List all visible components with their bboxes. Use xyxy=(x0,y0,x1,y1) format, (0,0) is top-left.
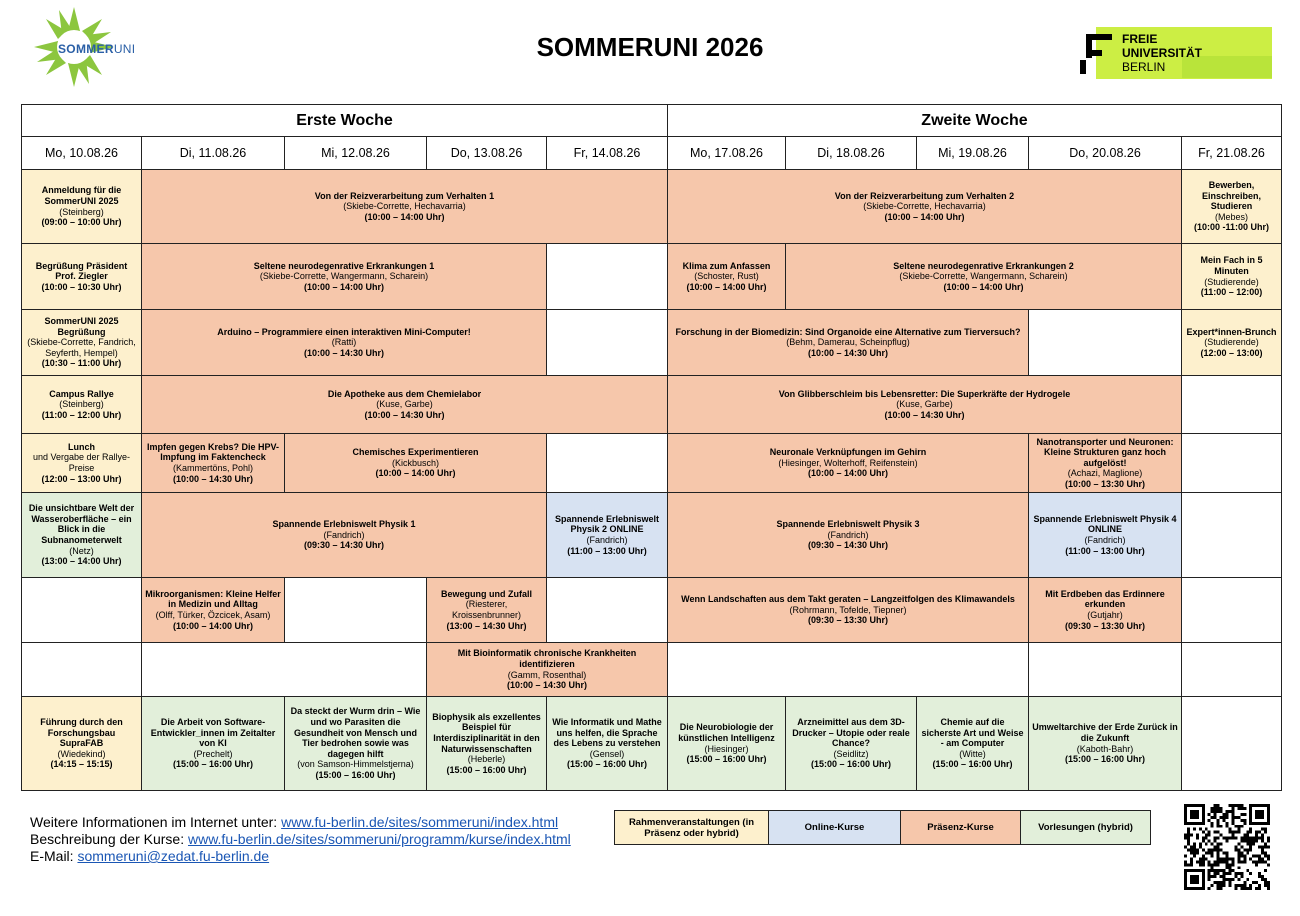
email-link[interactable]: sommeruni@zedat.fu-berlin.de xyxy=(77,848,270,864)
event-time: (12:00 – 13:00 Uhr) xyxy=(41,473,122,484)
event-info: (Skiebe-Corrette, Fandrich, Seyferth, Hempel) xyxy=(27,337,136,358)
day-header: Do, 13.08.26 xyxy=(426,136,547,170)
event-time: (10:00 – 14:30 Uhr) xyxy=(884,409,965,420)
event-cell xyxy=(1181,169,1282,244)
event-info: (Skiebe-Corrette, Wangermann, Scharein) xyxy=(259,271,429,282)
day-header: Fr, 21.08.26 xyxy=(1181,136,1282,170)
event-info: (Fandrich) xyxy=(323,529,365,540)
event-info: (Seidlitz) xyxy=(833,748,869,759)
event-info: (Fandrich) xyxy=(1084,535,1126,545)
event-time: (10:00 – 14:30 Uhr) xyxy=(364,409,445,420)
day-header: Mi, 12.08.26 xyxy=(284,136,427,170)
event-title: Bewerben, Einschreiben, Studieren xyxy=(1201,180,1262,212)
event-cell xyxy=(21,492,142,578)
logo-wordmark: SOMMERUNI xyxy=(58,42,136,56)
legend-vorlesungen: Vorlesungen (hybrid) xyxy=(1020,810,1151,845)
empty-cell xyxy=(546,433,668,493)
event-time: (09:30 – 14:30 Uhr) xyxy=(303,540,385,551)
event-cell xyxy=(667,577,1029,643)
event-title: Spannende Erlebniswelt Physik 3 xyxy=(776,519,920,530)
empty-cell xyxy=(546,243,668,310)
info-line-website: Weitere Informationen im Internet unter: www.fu-berlin.de/sites/sommeruni/index.html xyxy=(30,814,559,830)
event-info: (Riesterer, Kroissenbrunner) xyxy=(451,599,522,620)
event-info: (Kuse, Garbe) xyxy=(896,399,953,410)
event-title: Biophysik als exzellentes Beispiel für Interdisziplinarität in den Naturwissenschaften xyxy=(432,711,541,754)
event-time: (10:00 – 14:30 Uhr) xyxy=(807,347,889,358)
event-cell xyxy=(667,169,1182,244)
empty-cell xyxy=(21,577,142,643)
event-cell xyxy=(785,696,917,791)
event-time: (10:30 – 11:00 Uhr) xyxy=(41,358,122,369)
event-info: und Vergabe der Rallye-Preise xyxy=(32,452,131,473)
event-title: Spannende Erlebniswelt Physik 2 ONLINE xyxy=(554,513,660,535)
event-cell xyxy=(1181,243,1282,310)
qr-code xyxy=(1184,804,1270,890)
event-cell xyxy=(426,577,547,643)
empty-cell xyxy=(1028,642,1182,697)
event-cell xyxy=(667,243,786,310)
event-cell xyxy=(141,433,285,493)
event-time: (13:00 – 14:30 Uhr) xyxy=(446,620,527,631)
event-time: (15:00 – 16:00 Uhr) xyxy=(1064,754,1146,765)
event-info: (Studierende) xyxy=(1204,276,1259,287)
event-title: Forschung in der Biomedizin: Sind Organoide eine Alternative zum Tierversuch? xyxy=(675,326,1021,337)
event-time: (10:00 – 14:00 Uhr) xyxy=(884,211,965,222)
event-info: (Kaboth-Bahr) xyxy=(1076,743,1134,754)
event-title: Die Arbeit von Software-Entwickler_innen im Zeitalter von KI xyxy=(150,717,276,749)
legend-online: Online-Kurse xyxy=(768,810,901,845)
event-title: Führung durch den Forschungsbau SupraFAB xyxy=(40,717,123,749)
event-info: (Achazi, Maglione) xyxy=(1067,468,1143,479)
event-time: (10:00 – 14:00 Uhr) xyxy=(807,468,889,479)
event-cell xyxy=(916,696,1029,791)
event-title: Seltene neurodegenrative Erkrankungen 1 xyxy=(253,260,435,271)
event-info: (Steinberg) xyxy=(59,206,104,217)
day-header: Fr, 14.08.26 xyxy=(546,136,668,170)
event-cell xyxy=(667,492,1029,578)
event-info: (Netz) xyxy=(69,545,94,556)
empty-cell xyxy=(1181,375,1282,434)
event-time: (13:00 – 14:00 Uhr) xyxy=(41,556,122,567)
event-cell xyxy=(284,696,427,791)
day-header: Mo, 17.08.26 xyxy=(667,136,786,170)
event-info: (Hiesinger, Wolterhoff, Reifenstein) xyxy=(778,457,918,468)
event-title: Die unsichtbare Welt der Wasseroberfläche – ein Blick in die Subnanometerwelt xyxy=(28,503,135,545)
event-cell xyxy=(141,375,668,434)
event-time: (10:00 – 14:00 Uhr) xyxy=(303,281,385,292)
event-info: (Prechelt) xyxy=(193,748,233,759)
event-cell xyxy=(1181,309,1282,376)
day-header: Mi, 19.08.26 xyxy=(916,136,1029,170)
logo-line-3: BERLIN xyxy=(1122,60,1166,74)
event-title: Arzneimittel aus dem 3D-Drucker – Utopie oder reale Chance? xyxy=(792,717,910,749)
event-time: (10:00 – 14:00 Uhr) xyxy=(943,281,1024,292)
legend-praesenz: Präsenz-Kurse xyxy=(900,810,1021,845)
event-cell xyxy=(1028,696,1182,791)
event-time: (09:00 – 10:00 Uhr) xyxy=(41,217,122,228)
event-info: (Gutjahr) xyxy=(1087,610,1123,620)
empty-cell xyxy=(284,577,427,643)
event-title: Mein Fach in 5 Minuten xyxy=(1200,255,1263,276)
event-cell xyxy=(426,642,668,697)
event-time: (14:15 – 15:15) xyxy=(50,759,113,770)
event-title: Die Apotheke aus dem Chemielabor xyxy=(327,388,482,399)
event-cell xyxy=(1028,577,1182,643)
event-info: (Skiebe-Corrette, Hechavarria) xyxy=(863,201,986,212)
event-time: (15:00 – 16:00 Uhr) xyxy=(810,759,892,770)
event-title: Bewegung und Zufall xyxy=(441,588,532,599)
event-time: (10:00 – 13:30 Uhr) xyxy=(1064,478,1146,489)
event-cell xyxy=(21,243,142,310)
fu-berlin-logo xyxy=(1080,26,1275,82)
event-time: (09:30 – 14:30 Uhr) xyxy=(807,540,889,551)
event-title: Wie Informatik und Mathe uns helfen, die Sprache des Lebens zu verstehen xyxy=(552,717,662,749)
empty-cell xyxy=(1181,642,1282,697)
event-info: (Kickbusch) xyxy=(391,457,439,468)
event-info: (Heberle) xyxy=(467,754,506,765)
empty-cell xyxy=(1181,696,1282,791)
event-time: (11:00 – 13:00 Uhr) xyxy=(1065,545,1145,556)
event-title: Anmeldung für die SommerUNI 2025 xyxy=(41,185,122,206)
event-info: (Skiebe-Corrette, Hechavarria) xyxy=(343,201,466,212)
event-info: (Skiebe-Corrette, Wangermann, Scharein) xyxy=(899,271,1068,282)
event-info: (Behm, Damerau, Scheinpflug) xyxy=(786,337,910,348)
event-time: (10:00 – 14:00 Uhr) xyxy=(375,468,456,479)
event-title: Chemie auf die sicherste Art und Weise - am Computer xyxy=(921,717,1024,749)
event-time: (15:00 – 16:00 Uhr) xyxy=(172,759,254,770)
event-info: (Gensel) xyxy=(589,748,625,759)
event-title: Von der Reizverarbeitung zum Verhalten 2 xyxy=(834,190,1015,201)
event-cell xyxy=(21,696,142,791)
empty-cell xyxy=(1028,309,1182,376)
event-title: Begrüßung Präsident Prof. Ziegler xyxy=(35,260,128,282)
event-title: SommerUNI 2025 Begrüßung xyxy=(44,316,119,337)
event-title: Impfen gegen Krebs? Die HPV-Impfung im Faktencheck xyxy=(146,441,280,463)
event-time: (10:00 – 14:30 Uhr) xyxy=(303,347,385,358)
event-info: (Witte) xyxy=(959,748,986,759)
week-header: Erste Woche xyxy=(21,104,668,137)
event-title: Expert*innen-Brunch xyxy=(1186,326,1277,337)
event-title: Nanotransporter und Neuronen: Kleine Strukturen ganz hoch aufgelöst! xyxy=(1036,436,1174,468)
event-time: (10:00 – 14:30 Uhr) xyxy=(506,680,588,691)
event-cell xyxy=(667,309,1029,376)
event-title: Umweltarchive der Erde Zurück in die Zukunft xyxy=(1032,722,1178,743)
event-cell xyxy=(141,577,285,643)
event-time: (11:00 – 12:00) xyxy=(1200,287,1263,298)
event-title: Mit Bioinformatik chronische Krankheiten identifizieren xyxy=(457,648,637,669)
event-info: (Steinberg) xyxy=(59,399,104,410)
info-line-email: E-Mail: sommeruni@zedat.fu-berlin.de xyxy=(30,848,270,864)
event-info: (Kammertöns, Pohl) xyxy=(172,463,254,473)
day-header: Di, 18.08.26 xyxy=(785,136,917,170)
legend xyxy=(614,810,1151,845)
event-cell xyxy=(141,309,547,376)
event-time: (10:00 – 14:30 Uhr) xyxy=(172,473,254,484)
day-header: Di, 11.08.26 xyxy=(141,136,285,170)
day-header: Mo, 10.08.26 xyxy=(21,136,142,170)
empty-cell xyxy=(546,309,668,376)
event-title: Die Neurobiologie der künstlichen Intelligenz xyxy=(678,722,775,743)
empty-cell xyxy=(1181,577,1282,643)
event-info: (Fandrich) xyxy=(827,529,869,540)
event-cell xyxy=(284,433,547,493)
event-title: Mikroorganismen: Kleine Helfer in Medizin und Alltag xyxy=(145,588,281,610)
event-info: (Rohrmann, Tofelde, Tiepner) xyxy=(789,604,907,615)
event-cell xyxy=(21,169,142,244)
event-info: (Mebes) xyxy=(1214,211,1248,222)
logo-line-2: UNIVERSITÄT xyxy=(1122,46,1203,60)
event-info: (Olff, Türker, Özcicek, Asam) xyxy=(155,610,271,620)
event-info: (Studierende) xyxy=(1204,337,1259,348)
event-time: (10:00 -11:00 Uhr) xyxy=(1193,222,1270,233)
info-line-courses: Beschreibung der Kurse: www.fu-berlin.de/sites/sommeruni/programm/kurse/index.html xyxy=(30,831,571,847)
event-title: Klima zum Anfassen xyxy=(682,260,771,271)
website-link[interactable]: www.fu-berlin.de/sites/sommeruni/index.html xyxy=(281,814,559,830)
event-info: (Hiesinger) xyxy=(704,743,749,754)
sommeruni-logo xyxy=(30,4,150,88)
event-info: (Wiedekind) xyxy=(57,748,106,759)
event-cell xyxy=(1028,492,1182,578)
event-title: Spannende Erlebniswelt Physik 1 xyxy=(272,519,416,530)
event-time: (11:00 – 12:00 Uhr) xyxy=(41,409,122,420)
day-header: Do, 20.08.26 xyxy=(1028,136,1182,170)
event-time: (10:00 – 10:30 Uhr) xyxy=(41,281,122,292)
event-title: Mit Erdbeben das Erdinnere erkunden xyxy=(1045,588,1165,610)
event-cell xyxy=(141,696,285,791)
event-cell xyxy=(141,243,547,310)
event-cell xyxy=(141,169,668,244)
event-title: Seltene neurodegenrative Erkrankungen 2 xyxy=(893,260,1074,271)
event-info: (Schoster, Rust) xyxy=(694,271,759,282)
event-time: (15:00 – 16:00 Uhr) xyxy=(932,759,1013,770)
event-title: Chemisches Experimentieren xyxy=(352,447,479,458)
empty-cell xyxy=(1181,492,1282,578)
empty-cell xyxy=(1181,433,1282,493)
event-title: Arduino – Programmiere einen interaktiven Mini-Computer! xyxy=(217,326,471,337)
page-title: SOMMERUNI 2026 xyxy=(536,32,764,62)
event-cell xyxy=(426,696,547,791)
event-info: (von Samson-Himmelstjerna) xyxy=(297,759,414,770)
event-title: Campus Rallye xyxy=(49,388,114,399)
empty-cell xyxy=(141,642,427,697)
event-info: (Ratti) xyxy=(331,337,357,348)
event-time: (12:00 – 13:00) xyxy=(1200,347,1263,358)
week-header: Zweite Woche xyxy=(667,104,1282,137)
event-time: (15:00 – 16:00 Uhr) xyxy=(315,769,396,780)
event-title: Da steckt der Wurm drin – Wie und wo Parasiten die Gesundheit von Mensch und Tier bedrohen sowie was dagegen hilft xyxy=(290,706,421,759)
event-title: Wenn Landschaften aus dem Takt geraten – Langzeitfolgen des Klimawandels xyxy=(681,594,1015,605)
event-cell xyxy=(141,492,547,578)
legend-rahmen: Rahmenveranstaltungen (in Präsenz oder hybrid) xyxy=(614,810,769,845)
event-cell xyxy=(21,309,142,376)
schedule-table xyxy=(21,104,1281,790)
event-time: (10:00 – 14:00 Uhr) xyxy=(364,211,445,222)
event-time: (10:00 – 14:00 Uhr) xyxy=(686,281,767,292)
event-cell xyxy=(21,433,142,493)
event-time: (15:00 – 16:00 Uhr) xyxy=(446,764,527,775)
event-info: (Fandrich) xyxy=(586,535,628,545)
empty-cell xyxy=(546,577,668,643)
event-time: (11:00 – 13:00 Uhr) xyxy=(567,545,647,556)
event-title: Lunch xyxy=(68,441,95,452)
event-time: (10:00 – 14:00 Uhr) xyxy=(172,620,254,631)
event-cell xyxy=(546,492,668,578)
event-time: (15:00 – 16:00 Uhr) xyxy=(566,759,648,770)
event-cell xyxy=(1028,433,1182,493)
event-cell xyxy=(667,375,1182,434)
event-time: (15:00 – 16:00 Uhr) xyxy=(686,754,767,765)
footer-info xyxy=(30,814,571,865)
logo-line-1: FREIE xyxy=(1122,32,1158,46)
event-cell xyxy=(785,243,1182,310)
event-cell xyxy=(546,696,668,791)
event-info: (Kuse, Garbe) xyxy=(376,399,433,410)
event-time: (09:30 – 13:30 Uhr) xyxy=(807,615,889,626)
empty-cell xyxy=(667,642,1029,697)
empty-cell xyxy=(21,642,142,697)
event-cell xyxy=(21,375,142,434)
event-title: Spannende Erlebniswelt Physik 4 ONLINE xyxy=(1033,513,1177,535)
event-cell xyxy=(667,696,786,791)
event-time: (09:30 – 13:30 Uhr) xyxy=(1064,620,1146,631)
event-cell xyxy=(667,433,1029,493)
event-info: (Gamm, Rosenthal) xyxy=(507,669,587,680)
event-title: Von der Reizverarbeitung zum Verhalten 1 xyxy=(314,190,495,201)
event-title: Von Glibberschleim bis Lebensretter: Die Superkräfte der Hydrogele xyxy=(778,388,1071,399)
event-title: Neuronale Verknüpfungen im Gehirn xyxy=(769,447,927,458)
courses-link[interactable]: www.fu-berlin.de/sites/sommeruni/programm/kurse/index.html xyxy=(187,831,571,847)
